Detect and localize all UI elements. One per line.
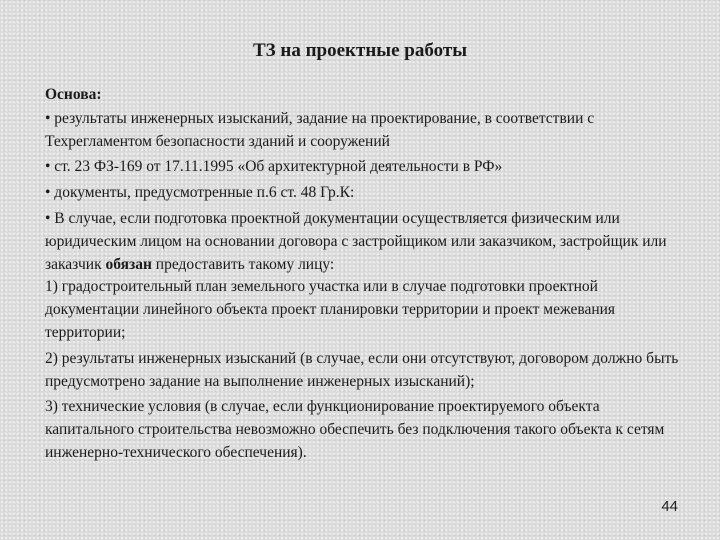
page-number: 44 (661, 498, 678, 515)
slide-body (45, 84, 687, 465)
slide-title: ТЗ на проектные работы (252, 40, 468, 61)
numbered-item: 3) технические условия (в случае, если функционирование проектируемого объекта капитального строительства невозможно обеспечить без подключения такого объекта к сетям инженерно-технического обеспечения). (45, 398, 665, 461)
case-emphasis: обязан (105, 255, 152, 273)
case-text-end: предоставить такому лицу: (151, 255, 335, 273)
case-text-start: • В случае, если подготовка проектной документации осуществляется физическим или юридическим лицом на основании договора с застройщиком или заказчиком, застройщик или заказчик (45, 209, 667, 273)
bullet-item: • ст. 23 ФЗ-169 от 17.11.1995 «Об архитектурной деятельности в РФ» (45, 158, 503, 176)
basis-label: Основа: (45, 86, 102, 103)
bullet-item-case (45, 208, 687, 276)
bullet-item: • результаты инженерных изысканий, задание на проектирование, в соответствии с Техрегламентом безопасности зданий и сооружений (45, 109, 595, 150)
numbered-item: 2) результаты инженерных изысканий (в случае, если они отсутствуют, договором должно быть предусмотрено задание на выполнение инженерных изысканий); (45, 349, 679, 390)
bullet-item: • документы, предусмотренные п.6 ст. 48 Гр.К: (45, 184, 355, 202)
numbered-item: 1) градостроительный план земельного участка или в случае подготовки проектной документации линейного объекта проект планировки территории и проект межевания территории; (45, 278, 616, 341)
